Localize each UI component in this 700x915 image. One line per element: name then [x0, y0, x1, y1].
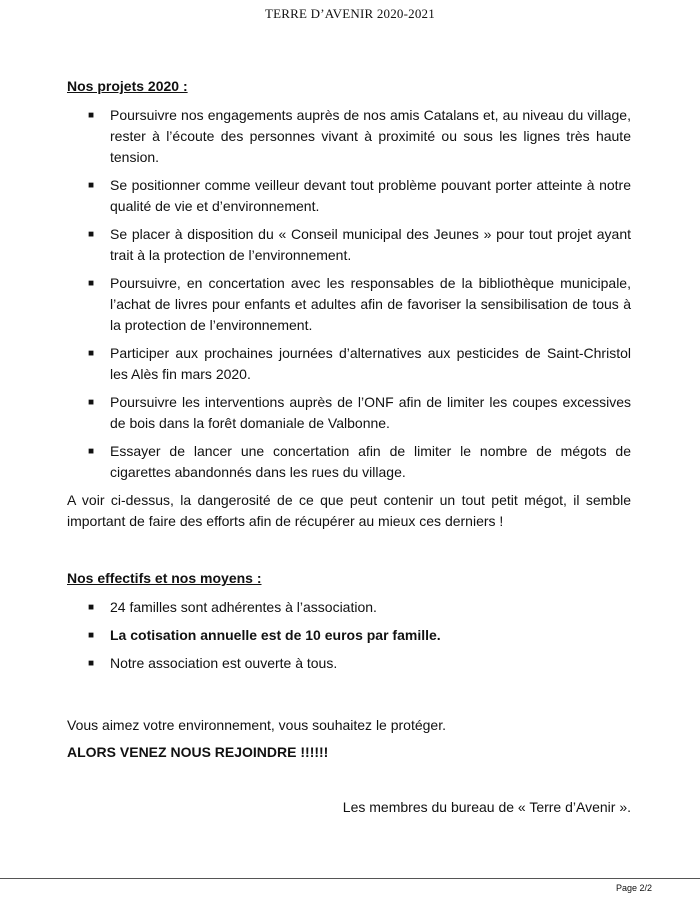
resources-list	[67, 597, 631, 674]
list-item: ■ La cotisation annuelle est de 10 euros par famille.	[67, 625, 631, 646]
document-header-title: TERRE D’AVENIR 2020-2021	[265, 6, 435, 21]
list-item: ■ Poursuivre les interventions auprès de l’ONF afin de limiter les coupes excessives de bois dans la forêt domaniale de Valbonne.	[88, 394, 631, 431]
document-body	[67, 76, 631, 818]
list-item: ■ Essayer de lancer une concertation afin de limiter le nombre de mégots de cigarettes abandonnés dans les rues du village.	[88, 443, 631, 480]
square-bullet-icon: ■	[88, 110, 95, 121]
square-bullet-icon: ■	[88, 397, 95, 408]
square-bullet-icon: ■	[88, 348, 95, 359]
footer-divider	[0, 878, 700, 879]
list-item: ■ Se positionner comme veilleur devant tout problème pouvant porter atteinte à notre qualité de vie et d’environnement.	[88, 177, 631, 214]
list-item: ■ Poursuivre, en concertation avec les responsables de la bibliothèque municipale, l’achat de livres pour enfants et adultes afin de favoriser la sensibilisation de tous à la protection de l’environnement.	[88, 275, 631, 333]
page-number: Page 2/2	[615, 883, 652, 893]
signature: Les membres du bureau de « Terre d’Avenir ».	[342, 799, 631, 815]
square-bullet-icon: ■	[88, 658, 95, 669]
call-to-action: ALORS VENEZ NOUS REJOINDRE !!!!!!	[67, 744, 329, 760]
resources-heading: Nos effectifs et nos moyens :	[67, 570, 262, 586]
list-item: ■ Notre association est ouverte à tous.	[67, 653, 631, 674]
cigarette-note-paragraph: A voir ci-dessus, la dangerosité de ce que peut contenir un tout petit mégot, il semble important de faire des efforts afin de récupérer au mieux ces derniers !	[67, 492, 631, 529]
list-item: ■ 24 familles sont adhérentes à l’association.	[67, 597, 631, 618]
projects-heading: Nos projets 2020 :	[67, 78, 188, 94]
list-item: ■ Participer aux prochaines journées d’alternatives aux pesticides de Saint-Christol les Alès fin mars 2020.	[88, 345, 631, 382]
list-item: ■ Poursuivre nos engagements auprès de nos amis Catalans et, au niveau du village, rester à l’écoute des personnes vivant à proximité ou sous les lignes très haute tension.	[88, 107, 631, 165]
square-bullet-icon: ■	[88, 229, 95, 240]
square-bullet-icon: ■	[88, 602, 95, 613]
closing-line: Vous aimez votre environnement, vous souhaitez le protéger.	[67, 717, 446, 733]
square-bullet-icon: ■	[88, 446, 95, 457]
square-bullet-icon: ■	[88, 278, 95, 289]
square-bullet-icon: ■	[88, 180, 95, 191]
square-bullet-icon: ■	[88, 630, 95, 641]
projects-list	[67, 105, 631, 483]
list-item: ■ Se placer à disposition du « Conseil municipal des Jeunes » pour tout projet ayant trait à la protection de l’environnement.	[88, 226, 631, 263]
